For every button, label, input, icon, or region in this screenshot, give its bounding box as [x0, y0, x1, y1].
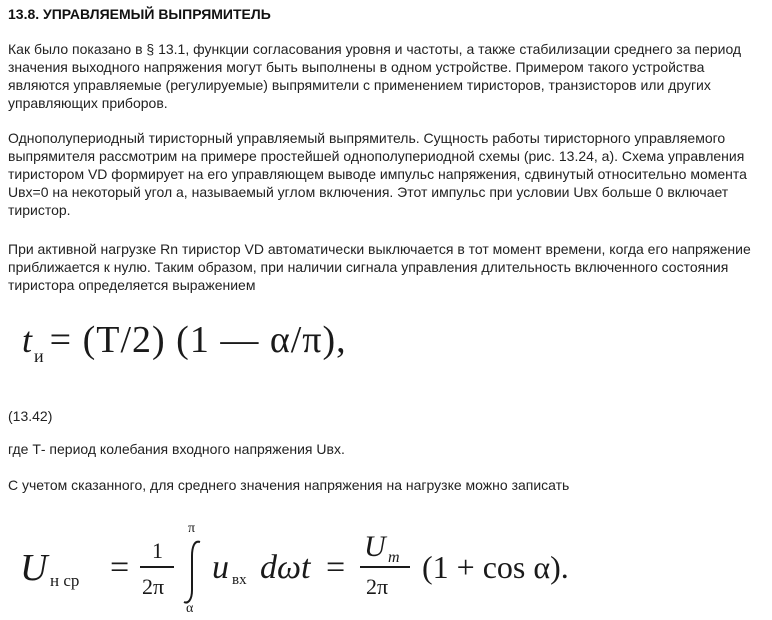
text-line: Uвх=0 на некоторый угол а, называемый углом включения. Этот импульс при условии Uвх больше 0 включает [8, 184, 729, 200]
text-line: тиристором VD формирует на его управляющем выводе импульс напряжения, сдвинутый относительно момента [8, 166, 747, 182]
integral-upper-limit: π [188, 521, 196, 536]
formula-average-voltage [14, 520, 614, 620]
fraction2-numerator: U [364, 530, 386, 563]
formula-variable: t [22, 320, 33, 360]
text-line: При активной нагрузке Rn тиристор VD автоматически выключается в тот момент времени, когда его напряжение [8, 241, 751, 257]
integral-lower-limit: α [186, 601, 194, 616]
paragraph-half-wave [8, 129, 768, 219]
formula-body: = (T/2) (1 — α/π), [49, 319, 347, 361]
section-heading: 13.8. УПРАВЛЯЕМЫЙ ВЫПРЯМИТЕЛЬ [8, 6, 271, 22]
paragraph-period-note: где Т- период колебания входного напряжения Uвх. [8, 441, 345, 457]
integral-sign [184, 542, 200, 603]
fraction1-denominator: 2π [142, 574, 165, 599]
fraction2-numerator-subscript: m [388, 549, 400, 566]
integrand-subscript: вх [232, 572, 247, 588]
integrand: u [212, 549, 229, 586]
equation-number: (13.42) [8, 408, 53, 424]
paragraph-intro [8, 40, 768, 112]
text-line: Как было показано в § 13.1, функции согласования уровня и частоты, а также стабилизации среднего за период [8, 41, 742, 57]
formula-lhs: U [20, 547, 48, 589]
fraction2-denominator: 2π [366, 574, 389, 599]
formula-subscript: и [34, 346, 44, 366]
fraction1-numerator: 1 [152, 538, 163, 563]
formula-lhs-subscript: н ср [50, 571, 80, 590]
text-line: тиристора определяется выражением [8, 277, 256, 293]
text-line: значения выходного напряжения могут быть выполнены в одном устройстве. Примером такого устройства [8, 59, 705, 75]
text-line: приближается к нулю. Таким образом, при наличии сигнала управления длительность включенного состояния [8, 259, 729, 275]
text-line: управляющих приборов. [8, 95, 168, 111]
formula-conduction-time [22, 318, 347, 378]
formula-equals-2: = [326, 549, 346, 586]
text-line: тиристор. [8, 202, 71, 218]
formula-equals: = [110, 549, 130, 586]
paragraph-average-voltage: С учетом сказанного, для среднего значения напряжения на нагрузке можно записать [8, 477, 570, 493]
formula-tail: (1 + cos α). [422, 549, 569, 585]
text-line: Однополупериодный тиристорный управляемый выпрямитель. Сущность работы тиристорного управляемого [8, 130, 726, 146]
text-line: выпрямителя рассмотрим на примере простейшей однополупериодной схемы (рис. 13.24, а). Схема управления [8, 148, 745, 164]
text-line: являются управляемые (регулируемые) выпрямители с применением тиристоров, транзисторов или других [8, 77, 711, 93]
paragraph-active-load [8, 240, 768, 294]
differential: dωt [260, 549, 311, 586]
